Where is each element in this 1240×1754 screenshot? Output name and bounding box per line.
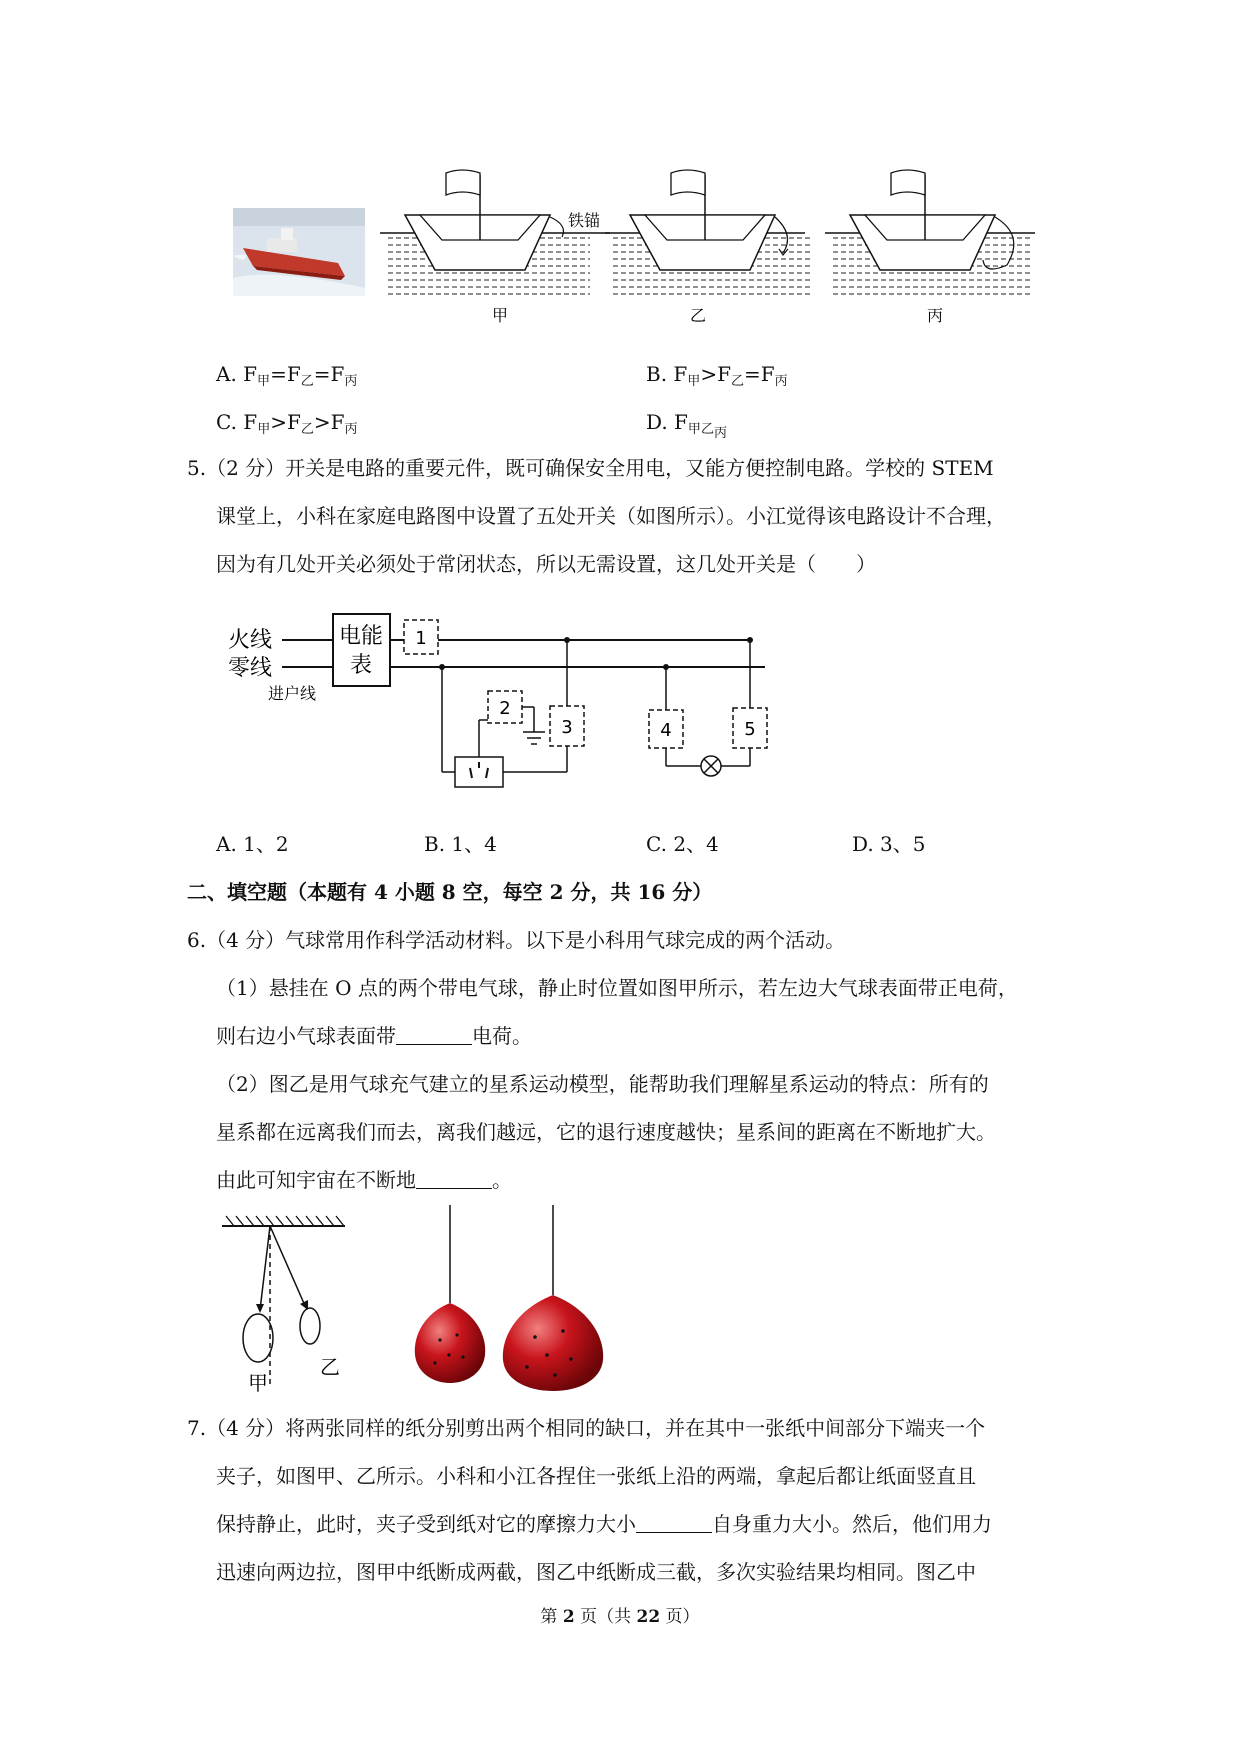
q5-line-3: 因为有几处开关必须处于常闭状态，所以无需设置，这几处开关是（ ） (216, 552, 876, 576)
neutral-wire-label: 零线 (228, 656, 273, 681)
svg-text:表: 表 (349, 653, 373, 678)
q7-line-3: 保持静止，此时，夹子受到纸对它的摩擦力大小 自身重力大小。然后，他们用力 (216, 1512, 992, 1536)
q5-option-d[interactable]: D. 3、5 (852, 832, 926, 856)
svg-text:4: 4 (660, 720, 672, 741)
q5-option-a[interactable]: A. 1、2 (216, 832, 289, 856)
svg-text:5: 5 (744, 719, 756, 740)
live-wire-label: 火线 (228, 628, 273, 653)
svg-text:1: 1 (415, 628, 427, 649)
ship-label-yi: 乙 (689, 306, 707, 325)
ship-anchor-diagram (380, 165, 1050, 325)
entry-line-label: 进户线 (268, 684, 317, 703)
q6-part2-line1: （2）图乙是用气球充气建立的星系运动模型，能帮助我们理解星系运动的特点：所有的 (216, 1072, 989, 1096)
ship-bing (825, 170, 1035, 300)
svg-text:2: 2 (499, 698, 511, 719)
icebreaker-photo (233, 208, 365, 296)
q6-part1-line2: 则右边小气球表面带 电荷。 (216, 1024, 532, 1048)
q4-option-a[interactable]: A. $F_甲=F_乙=F_丙$ (216, 362, 358, 389)
q6-part2-line2: 星系都在远离我们而去，离我们越远，它的退行速度越快；星系间的距离在不断地扩大。 (216, 1120, 996, 1144)
q5-option-b[interactable]: B. 1、4 (424, 832, 497, 856)
q4-option-b[interactable]: B. $F_甲>F_乙=F_丙$ (646, 362, 788, 389)
section-2-title: 二、填空题（本题有 4 小题 8 空，每空 2 分，共 16 分） (187, 880, 713, 904)
fig-label-jia: 甲 (248, 1371, 268, 1392)
circuit-diagram (220, 610, 780, 805)
large-balloon (503, 1295, 603, 1391)
answer-blank-3[interactable] (636, 1514, 712, 1533)
anchor-label: 铁锚 (568, 211, 601, 230)
answer-blank-2[interactable] (416, 1170, 492, 1189)
q7-line-1: 7.（4 分）将两张同样的纸分别剪出两个相同的缺口，并在其中一张纸中间部分下端夹一个 (187, 1416, 986, 1440)
q7-line-2: 夹子，如图甲、乙所示。小科和小江各捏住一张纸上沿的两端，拿起后都让纸面竖直且 (216, 1464, 976, 1488)
q5-line-1: 5.（2 分）开关是电路的重要元件，既可确保安全用电，又能方便控制电路。学校的 STEM (187, 456, 994, 480)
q4-option-d[interactable]: D. $F_{甲乙丙}$ (646, 410, 727, 441)
small-balloon (415, 1303, 485, 1383)
ship-label-jia: 甲 (491, 306, 509, 325)
socket (455, 757, 503, 787)
q6-part2-line3: 由此可知宇宙在不断地 。 (216, 1168, 512, 1192)
q4-option-c[interactable]: C. $F_甲>F_乙>F_丙$ (216, 410, 358, 437)
q7-line-4: 迅速向两边拉，图甲中纸断成两截，图乙中纸断成三截，多次实验结果均相同。图乙中 (216, 1560, 976, 1584)
q5-option-c[interactable]: C. 2、4 (646, 832, 719, 856)
answer-blank-1[interactable] (396, 1026, 472, 1045)
charged-balloons-figure (220, 1212, 370, 1392)
svg-text:电能: 电能 (338, 624, 384, 649)
galaxy-balloon-model (405, 1205, 625, 1395)
ship-jia (380, 170, 610, 300)
fig-label-yi: 乙 (320, 1355, 340, 1379)
ship-label-bing: 丙 (926, 306, 944, 325)
q6-part1-line1: （1）悬挂在 O 点的两个带电气球，静止时位置如图甲所示，若左边大气球表面带正电荷， (216, 976, 1018, 1000)
q5-line-2: 课堂上，小科在家庭电路图中设置了五处开关（如图所示）。小江觉得该电路设计不合理， (216, 504, 1006, 528)
svg-text:3: 3 (561, 717, 573, 738)
q6-intro: 6.（4 分）气球常用作科学活动材料。以下是小科用气球完成的两个活动。 (187, 928, 846, 952)
page-footer: 第 2 页（共 22 页） (540, 1607, 700, 1627)
ship-yi (605, 170, 810, 300)
